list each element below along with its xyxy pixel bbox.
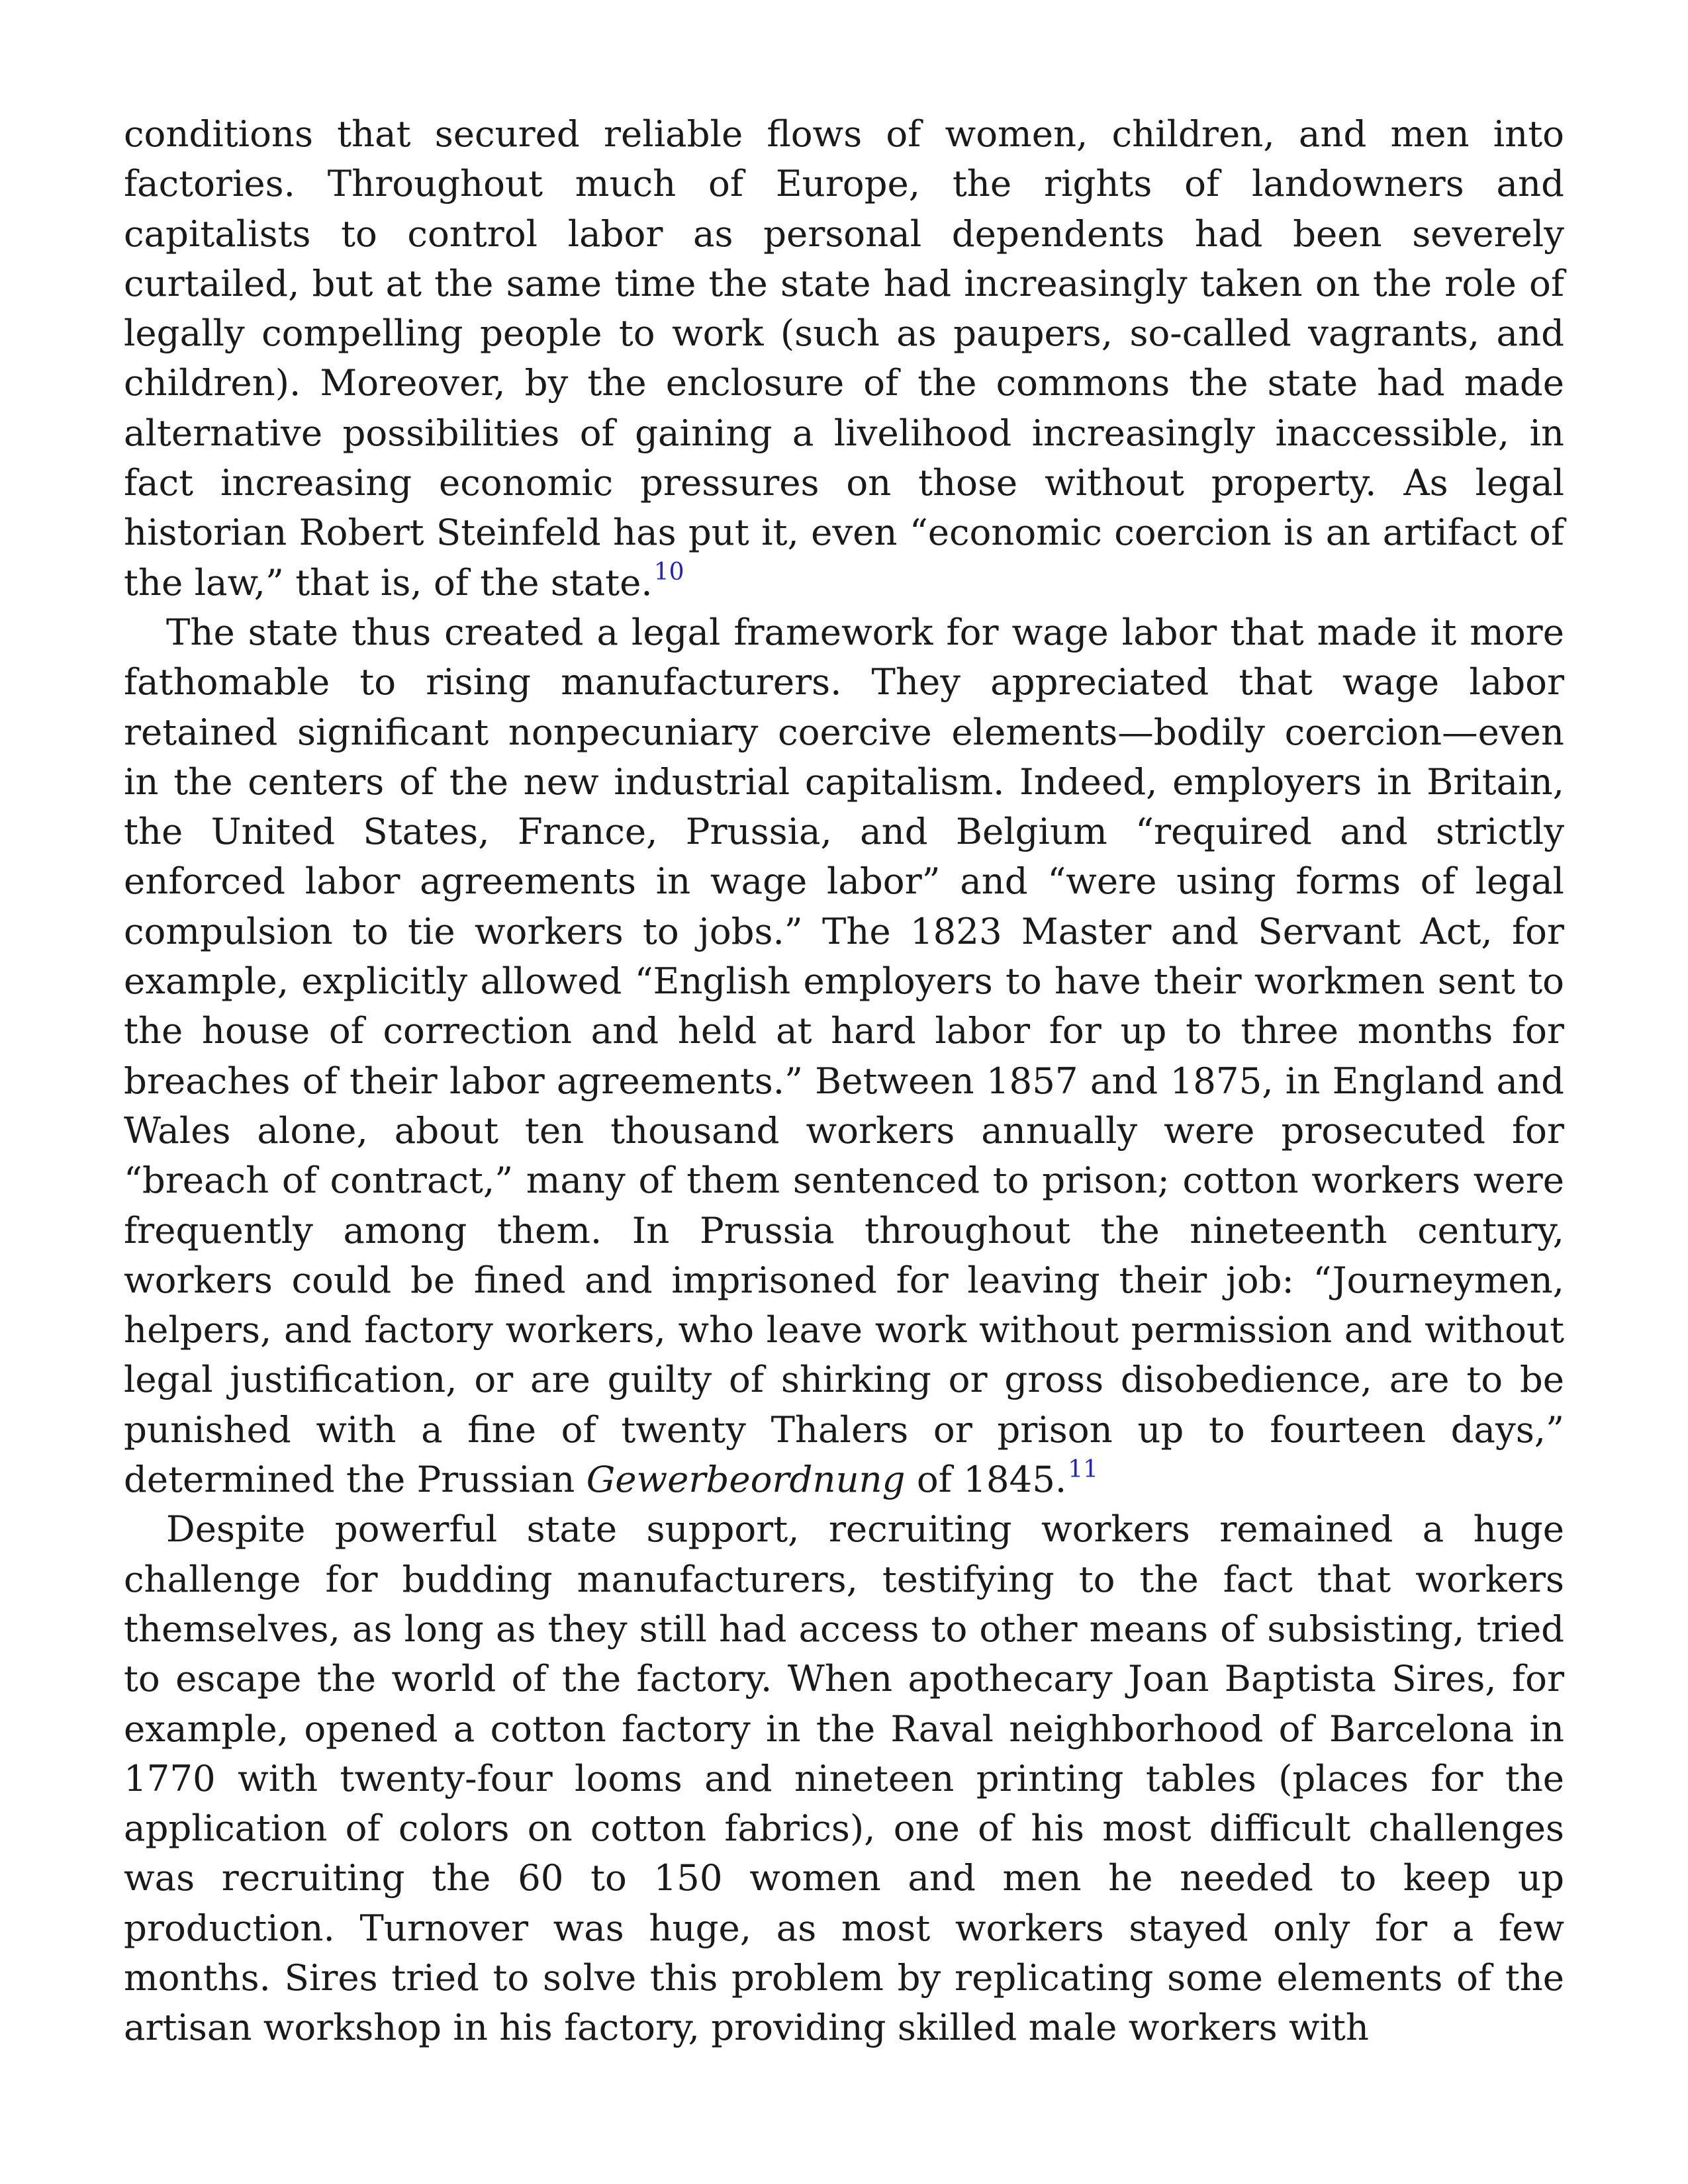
italic-term: Gewerbeordnung [586,1458,906,1501]
document-page [124,109,1564,2053]
footnote-ref-11[interactable]: 11 [1068,1455,1099,1483]
paragraph-2-text: The state thus created a legal framework for wage labor that made it more fathomable to rising manufacturers. They appreciated that wage labor retained significant nonpecuniary coercive elements—bodily coercion—even in the centers of the new industrial capitalism. Indeed, employers in Britain, the United States, France, Prussia, and Belgium “required and strictly enforced labor agreements in wage labor” and “were using forms of legal compulsion to tie workers to jobs.” The 1823 Master and Servant Act, for example, explicitly allowed “English employers to have their workmen sent to the house of correction and held at hard labor for up to three months for breaches of their labor agreements.” Between 1857 and 1875, in England and Wales alone, about ten thousand workers annually were prosecuted for “breach of contract,” many of them sentenced to prison; cotton workers were frequently among them. In Prussia throughout the nineteenth century, workers could be fined and imprisoned for leaving their job: “Journeymen, helpers, and factory workers, who leave work without permission and without legal justification, or are guilty of shirking or gross disobedience, are to be punished with a fine of twenty Thalers or prison up to fourteen days,” determined the Prussian [124,610,1564,1501]
paragraph-2 [124,608,1564,1504]
paragraph-1 [124,109,1564,608]
paragraph-3-text: Despite powerful state support, recruiting workers remained a huge challenge for budding manufacturers, testifying to the fact that workers themselves, as long as they still had access to other means of subsisting, tried to escape the world of the factory. When apothecary Joan Baptista Sires, for example, opened a cotton factory in the Raval neighborhood of Barcelona in 1770 with twenty-four looms and nineteen printing tables (places for the application of colors on cotton fabrics), one of his most difficult challenges was recruiting the 60 to 150 women and men he needed to keep up production. Turnover was huge, as most workers stayed only for a few months. Sires tried to solve this problem by replicating some elements of the artisan workshop in his factory, providing skilled male workers with [124,1508,1564,2049]
footnote-ref-10[interactable]: 10 [653,559,684,586]
paragraph-1-text: conditions that secured reliable flows of women, children, and men into factories. Throughout much of Europe, the rights of landowners and capitalists to control labor as personal dependents had been severely curtailed, but at the same time the state had increasingly taken on the role of legally compelling people to work (such as paupers, so-called vagrants, and children). Moreover, by the enclosure of the commons the state had made alternative possibilities of gaining a livelihood increasingly inaccessible, in fact increasing economic pressures on those without property. As legal historian Robert Steinfeld has put it, even “economic coercion is an artifact of the law,” that is, of the state. [124,113,1564,604]
paragraph-2-text-end: of 1845. [905,1458,1067,1501]
paragraph-3 [124,1504,1564,2052]
